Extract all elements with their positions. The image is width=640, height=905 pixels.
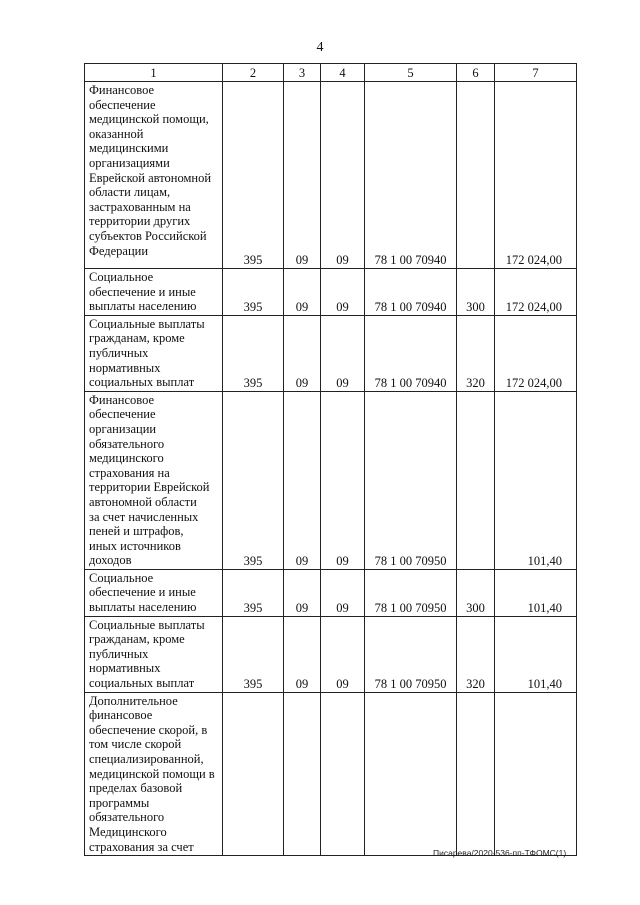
header-cell: 1 (85, 64, 223, 82)
code-target: 78 1 00 70940 (365, 315, 457, 391)
code-subsection: 09 (321, 269, 365, 316)
header-cell: 7 (495, 64, 577, 82)
code-section: 09 (284, 569, 321, 616)
code-section: 09 (284, 391, 321, 569)
header-cell: 6 (457, 64, 495, 82)
amount: 172 024,00 (495, 315, 577, 391)
table-row (85, 391, 577, 569)
code-admin: 395 (223, 569, 284, 616)
row-description: Финансовое обеспечение организации обязательного медицинского страхования на территории Еврейской автономной области за счет начисленных пеней и штрафов, иных источников доходов (85, 391, 223, 569)
code-expense-type (457, 391, 495, 569)
table-row (85, 269, 577, 316)
table-row (85, 692, 577, 856)
header-cell: 3 (284, 64, 321, 82)
row-description: Социальные выплаты гражданам, кроме публичных нормативных социальных выплат (85, 315, 223, 391)
code-target: 78 1 00 70950 (365, 569, 457, 616)
code-admin: 395 (223, 391, 284, 569)
header-cell: 4 (321, 64, 365, 82)
code-target (365, 692, 457, 856)
code-subsection: 09 (321, 616, 365, 692)
code-admin: 395 (223, 269, 284, 316)
code-expense-type: 300 (457, 569, 495, 616)
budget-table (84, 63, 577, 856)
row-description: Дополнительное финансовое обеспечение скорой, в том числе скорой специализированной, медицинской помощи в пределах базовой программы обязательного Медицинского страхования за счет (85, 692, 223, 856)
header-row (85, 64, 577, 82)
code-section (284, 692, 321, 856)
header-cell: 2 (223, 64, 284, 82)
row-description: Финансовое обеспечение медицинской помощи, оказанной медицинскими организациями Еврейской автономной области лицам, застрахованным на территории других субъектов Российской Федерации (85, 82, 223, 269)
amount: 101,40 (495, 616, 577, 692)
code-section: 09 (284, 269, 321, 316)
code-subsection: 09 (321, 569, 365, 616)
code-subsection (321, 692, 365, 856)
amount: 101,40 (495, 391, 577, 569)
row-description: Социальные выплаты гражданам, кроме публичных нормативных социальных выплат (85, 616, 223, 692)
code-expense-type: 320 (457, 616, 495, 692)
table-row (85, 616, 577, 692)
document-id-footer: Писарева/2020-536-пп-ТФОМС(1) (433, 848, 567, 858)
page-number: 4 (316, 40, 324, 55)
code-admin: 395 (223, 616, 284, 692)
code-section: 09 (284, 82, 321, 269)
table-row (85, 315, 577, 391)
code-target: 78 1 00 70950 (365, 391, 457, 569)
table-row (85, 82, 577, 269)
header-cell: 5 (365, 64, 457, 82)
amount: 101,40 (495, 569, 577, 616)
code-expense-type (457, 692, 495, 856)
code-subsection: 09 (321, 82, 365, 269)
table-row (85, 569, 577, 616)
code-expense-type: 300 (457, 269, 495, 316)
row-description: Социальное обеспечение и иные выплаты населению (85, 269, 223, 316)
code-admin (223, 692, 284, 856)
code-subsection: 09 (321, 315, 365, 391)
code-subsection: 09 (321, 391, 365, 569)
amount (495, 692, 577, 856)
code-section: 09 (284, 616, 321, 692)
amount: 172 024,00 (495, 82, 577, 269)
row-description: Социальное обеспечение и иные выплаты населению (85, 569, 223, 616)
code-admin: 395 (223, 315, 284, 391)
code-target: 78 1 00 70940 (365, 269, 457, 316)
code-target: 78 1 00 70940 (365, 82, 457, 269)
code-expense-type (457, 82, 495, 269)
amount: 172 024,00 (495, 269, 577, 316)
code-admin: 395 (223, 82, 284, 269)
code-section: 09 (284, 315, 321, 391)
code-target: 78 1 00 70950 (365, 616, 457, 692)
code-expense-type: 320 (457, 315, 495, 391)
